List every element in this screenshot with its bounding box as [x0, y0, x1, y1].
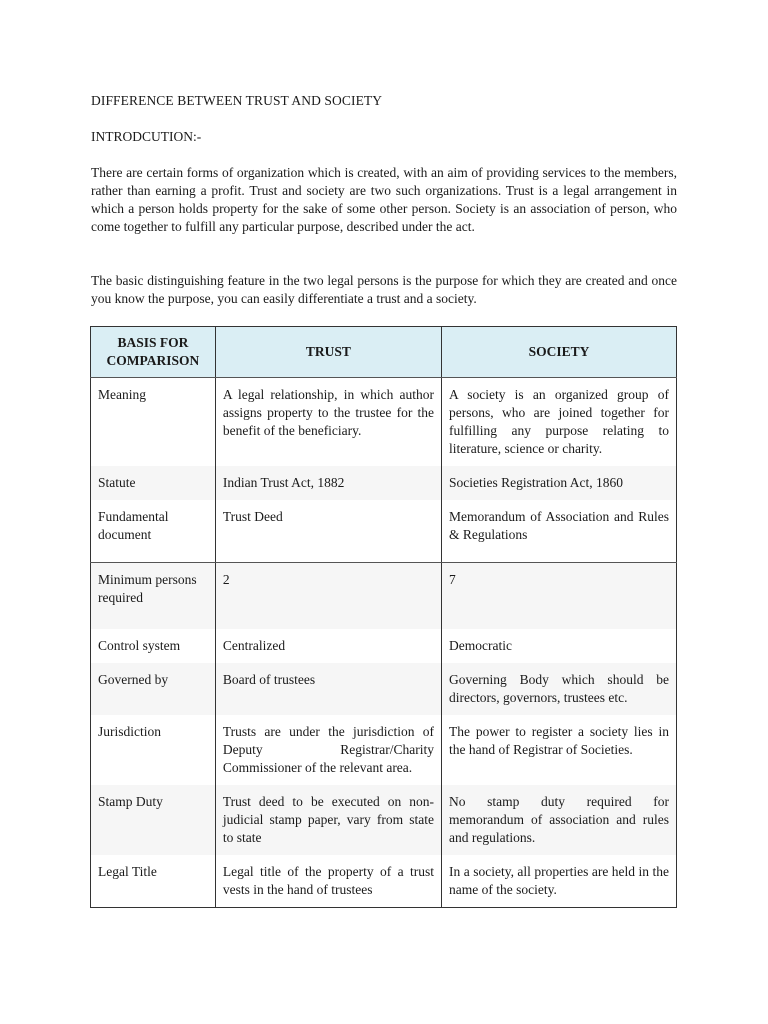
society-cell: A society is an organized group of persons, who are joined together for fulfilling any purpose relating to literature, science or charity. [442, 378, 677, 467]
basis-cell: Fundamental document [91, 500, 216, 563]
table-row [91, 500, 677, 563]
society-cell: 7 [442, 563, 677, 630]
society-cell: Governing Body which should be directors, governors, trustees etc. [442, 663, 677, 715]
trust-cell: Board of trustees [215, 663, 441, 715]
distinguishing-paragraph: The basic distinguishing feature in the two legal persons is the purpose for which they are created and once you know the purpose, you can easily differentiate a trust and a society. [91, 273, 677, 306]
table-header-row [91, 327, 677, 378]
table-row [91, 378, 677, 467]
basis-cell: Jurisdiction [91, 715, 216, 785]
basis-cell: Stamp Duty [91, 785, 216, 855]
basis-cell: Statute [91, 466, 216, 500]
trust-cell: Indian Trust Act, 1882 [215, 466, 441, 500]
header-trust: TRUST [215, 327, 441, 378]
society-cell: Memorandum of Association and Rules & Regulations [442, 500, 677, 563]
table-row [91, 715, 677, 785]
trust-cell: A legal relationship, in which author assigns property to the trustee for the benefit of the beneficiary. [215, 378, 441, 467]
table-row [91, 855, 677, 908]
basis-cell: Control system [91, 629, 216, 663]
trust-cell: Centralized [215, 629, 441, 663]
trust-cell: Trusts are under the jurisdiction of Deputy Registrar/Charity Commissioner of the relevant area. [215, 715, 441, 785]
society-cell: Democratic [442, 629, 677, 663]
basis-cell: Meaning [91, 378, 216, 467]
trust-cell: Trust deed to be executed on non-judicial stamp paper, vary from state to state [215, 785, 441, 855]
comparison-table [90, 326, 677, 908]
intro-paragraph: There are certain forms of organization which is created, with an aim of providing services to the members, rather than earning a profit. Trust and society are two such organizations. Trust is a legal arrangement in which a person holds property for the sake of some other person. Society is an association of person, who come together to fulfill any particular purpose, described under the act. [91, 165, 677, 234]
table-row [91, 663, 677, 715]
table-row [91, 629, 677, 663]
table-row [91, 466, 677, 500]
trust-cell: Trust Deed [215, 500, 441, 563]
header-society: SOCIETY [442, 327, 677, 378]
trust-cell: 2 [215, 563, 441, 630]
document-title: DIFFERENCE BETWEEN TRUST AND SOCIETY [91, 93, 383, 108]
table-row [91, 563, 677, 630]
society-cell: No stamp duty required for memorandum of association and rules and regulations. [442, 785, 677, 855]
table-row [91, 785, 677, 855]
basis-cell: Legal Title [91, 855, 216, 908]
society-cell: In a society, all properties are held in the name of the society. [442, 855, 677, 908]
intro-heading: INTRODCUTION:- [91, 129, 202, 144]
society-cell: The power to register a society lies in the hand of Registrar of Societies. [442, 715, 677, 785]
basis-cell: Governed by [91, 663, 216, 715]
basis-cell: Minimum persons required [91, 563, 216, 630]
trust-cell: Legal title of the property of a trust vests in the hand of trustees [215, 855, 441, 908]
header-basis: BASIS FOR COMPARISON [91, 327, 216, 378]
society-cell: Societies Registration Act, 1860 [442, 466, 677, 500]
